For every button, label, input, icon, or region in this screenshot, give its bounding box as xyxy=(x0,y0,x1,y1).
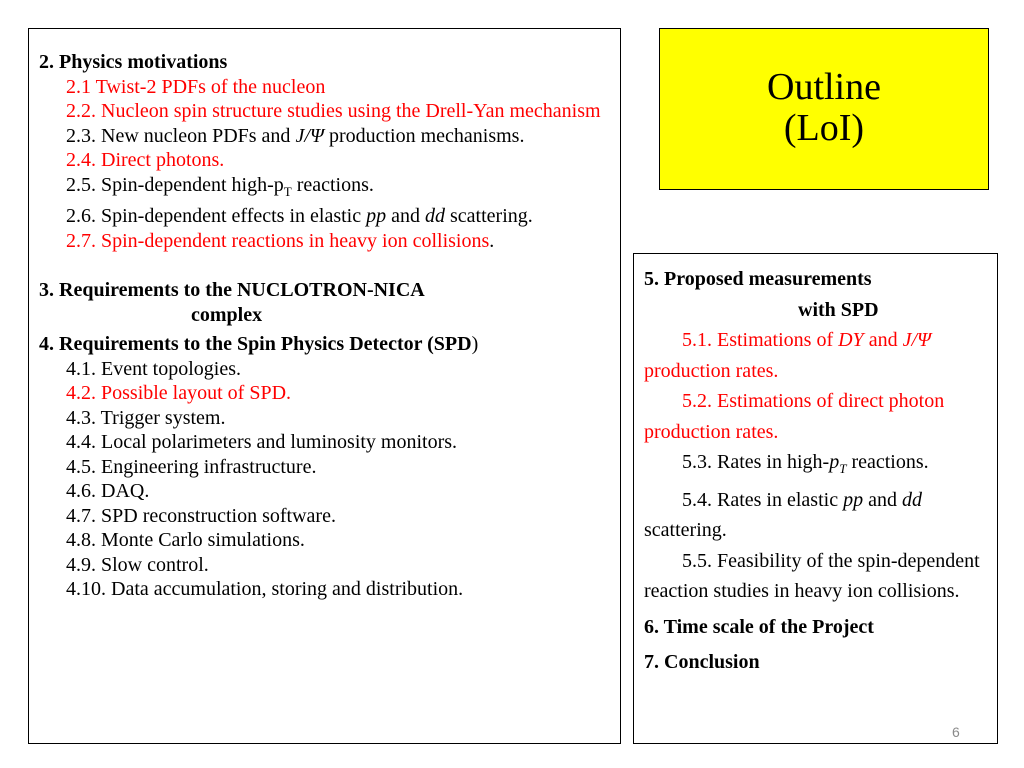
section-4-list xyxy=(39,357,610,602)
section-6-heading: 6. Time scale of the Project xyxy=(644,615,874,638)
section-5-heading-line2: with SPD xyxy=(798,298,879,321)
section-7-heading: 7. Conclusion xyxy=(644,651,760,673)
item-4-5: 4.5. Engineering infrastructure. xyxy=(66,455,317,478)
item-2-7: 2.7. Spin-dependent reactions in heavy ion collisions. xyxy=(66,229,495,252)
item-4-7: 4.7. SPD reconstruction software. xyxy=(66,504,336,527)
item-4-2: 4.2. Possible layout of SPD. xyxy=(66,382,292,404)
section-2-heading: 2. Physics motivations xyxy=(39,51,228,73)
outline-right-panel xyxy=(633,253,998,744)
section-3-heading-line2: complex xyxy=(191,303,263,326)
item-2-4: 2.4. Direct photons. xyxy=(66,149,225,171)
item-2-6: 2.6. Spin-dependent effects in elastic pp and dd scattering. xyxy=(66,205,533,227)
item-5-4: 5.4. Rates in elastic pp and dd scattering. xyxy=(644,488,922,541)
item-4-3: 4.3. Trigger system. xyxy=(66,406,226,429)
section-3-heading-line1: 3. Requirements to the NUCLOTRON-NICA xyxy=(39,279,425,301)
item-2-3: 2.3. New nucleon PDFs and J/Ψ production mechanisms. xyxy=(66,124,525,147)
slide-title-box xyxy=(659,28,989,190)
slide-number: 6 xyxy=(952,724,960,740)
item-2-5: 2.5. Spin-dependent high-$p_T$ reactions. xyxy=(66,173,374,199)
section-5-heading-line1: 5. Proposed measurements xyxy=(644,268,872,290)
item-4-1: 4.1. Event topologies. xyxy=(66,357,241,380)
slide-title-line2: (LoI) xyxy=(783,107,865,149)
slide-title-line1: Outline xyxy=(767,66,881,108)
item-5-5: 5.5. Feasibility of the spin-dependent reaction studies in heavy ion collisions. xyxy=(644,549,980,602)
item-4-4: 4.4. Local polarimeters and luminosity monitors. xyxy=(66,431,458,453)
item-5-1: 5.1. Estimations of DY and J/Ψ production rates. xyxy=(644,329,932,382)
item-5-3: 5.3. Rates in high-$p_T$ reactions. xyxy=(682,451,929,476)
item-4-6: 4.6. DAQ. xyxy=(66,480,150,502)
item-5-2: 5.2. Estimations of direct photon production rates. xyxy=(644,390,945,443)
item-4-10: 4.10. Data accumulation, storing and distribution. xyxy=(66,578,464,600)
section-4-heading: 4. Requirements to the Spin Physics Detector (SPD) xyxy=(39,333,479,355)
item-4-9: 4.9. Slow control. xyxy=(66,553,209,576)
item-4-8: 4.8. Monte Carlo simulations. xyxy=(66,529,305,551)
item-2-1: 2.1 Twist-2 PDFs of the nucleon xyxy=(66,75,326,98)
item-2-2: 2.2. Nucleon spin structure studies using the Drell-Yan mechanism xyxy=(66,100,601,122)
outline-left-panel xyxy=(28,28,621,744)
